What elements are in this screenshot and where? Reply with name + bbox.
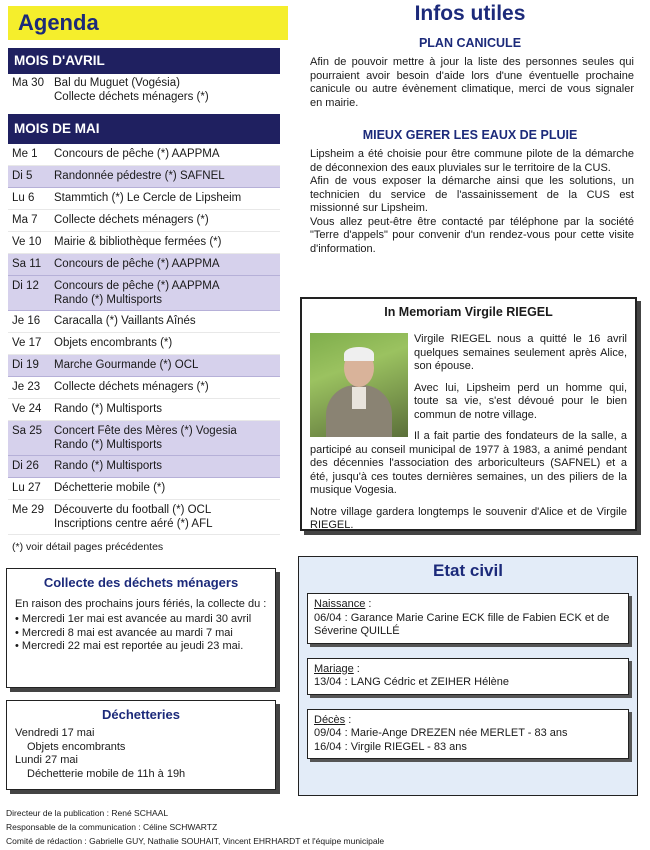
etat-civil-title: Etat civil bbox=[433, 561, 503, 580]
event-day: Sa 25 bbox=[12, 425, 43, 437]
collecte-item: • Mercredi 8 mai est avancée au mardi 7 mai bbox=[15, 626, 233, 639]
agenda-event bbox=[8, 421, 280, 456]
agenda-event bbox=[8, 232, 280, 254]
naissance-entry: 06/04 : Garance Marie Carine ECK fille de Fabien ECK et de Séverine QUILLÉ bbox=[314, 611, 610, 637]
event-line: Collecte déchets ménagers (*) bbox=[54, 214, 209, 226]
memoriam-box bbox=[300, 297, 637, 531]
decheteries-item: Objets encombrants bbox=[27, 740, 126, 753]
event-day: Je 23 bbox=[12, 381, 41, 393]
agenda-event bbox=[8, 500, 280, 535]
event-line: Caracalla (*) Vaillants Aînés bbox=[54, 315, 196, 327]
event-line: Collecte déchets ménagers (*) bbox=[54, 381, 209, 393]
collecte-item-text: Mercredi 1er mai est avancée au mardi 30 avril bbox=[21, 613, 252, 625]
collecte-title: Collecte des déchets ménagers bbox=[43, 575, 239, 590]
canicule-heading: PLAN CANICULE bbox=[418, 36, 522, 50]
event-line: Mairie & bibliothèque fermées (*) bbox=[54, 236, 222, 248]
collecte-box bbox=[6, 568, 276, 688]
may-events-list bbox=[8, 144, 280, 535]
event-line: Bal du Muguet (Vogésia) bbox=[54, 77, 180, 89]
event-day: Lu 27 bbox=[12, 482, 41, 494]
decheteries-day: Lundi 27 mai bbox=[15, 754, 78, 766]
agenda-event bbox=[8, 355, 280, 377]
naissance-label: Naissance bbox=[314, 598, 366, 610]
infos-utiles-section bbox=[300, 0, 640, 256]
event-line: Marche Gourmande (*) OCL bbox=[54, 359, 199, 371]
event-line: Rando (*) Multisports bbox=[54, 460, 163, 472]
agenda-event bbox=[8, 399, 280, 421]
agenda-event bbox=[8, 254, 280, 276]
pluie-paragraph-2: Afin de vous exposer la démarche ainsi que les solutions, un technicien du service de l'assainissement de la CUS est missionné sur Lipsheim. bbox=[310, 175, 634, 214]
agenda-event bbox=[8, 456, 280, 478]
event-day: Di 5 bbox=[12, 170, 33, 182]
event-line: Rando (*) Multisports bbox=[54, 403, 163, 415]
month-heading-april: MOIS D'AVRIL bbox=[8, 48, 280, 74]
mariage-label: Mariage bbox=[314, 662, 354, 675]
event-day: Ma 7 bbox=[12, 214, 38, 226]
event-line: Rando (*) Multisports bbox=[54, 294, 163, 306]
pluie-paragraph-3: Vous allez peut-être être contacté par téléphone par la société "Terre d'appels" pour convenir d'un rendez-vous pour cette visite d'information. bbox=[310, 215, 634, 255]
event-line: Découverte du football (*) OCL bbox=[54, 504, 212, 516]
event-line: Inscriptions centre aéré (*) AFL bbox=[54, 518, 213, 530]
decheteries-item: Déchetterie mobile de 11h à 19h bbox=[27, 767, 186, 780]
collecte-item-text: Mercredi 22 mai est reportée au jeudi 23 mai. bbox=[21, 640, 244, 652]
agenda-event bbox=[8, 478, 280, 500]
collecte-intro: En raison des prochains jours fériés, la collecte du : bbox=[15, 598, 267, 610]
deces-entry: 16/04 : Virgile RIEGEL - 83 ans bbox=[314, 740, 467, 753]
mariage-entry: 13/04 : LANG Cédric et ZEIHER Hélène bbox=[314, 676, 510, 688]
credit-communication: Responsable de la communication : Céline SCHWARTZ bbox=[6, 822, 218, 832]
event-line: Concert Fête des Mères (*) Vogesia bbox=[54, 425, 237, 437]
event-day: Di 19 bbox=[12, 359, 39, 371]
collecte-item-text: Mercredi 8 mai est avancée au mardi 7 mai bbox=[21, 626, 233, 639]
pluie-text bbox=[300, 148, 640, 256]
portrait-photo bbox=[310, 333, 408, 437]
agenda-event bbox=[8, 74, 280, 108]
event-day: Je 16 bbox=[12, 315, 41, 327]
event-line: Objets encombrants (*) bbox=[54, 337, 173, 349]
month-heading-may: MOIS DE MAI bbox=[8, 114, 280, 144]
event-line: Concours de pêche (*) AAPPMA bbox=[54, 280, 220, 292]
event-day: Lu 6 bbox=[12, 192, 35, 204]
collecte-item: • Mercredi 1er mai est avancée au mardi 30 avril bbox=[15, 613, 252, 625]
event-line: Concours de pêche (*) AAPPMA bbox=[54, 148, 220, 160]
memoriam-paragraph-4: Notre village gardera longtemps le souvenir d'Alice et de Virgile RIEGEL. bbox=[310, 505, 627, 531]
event-day: Sa 11 bbox=[12, 258, 42, 270]
agenda-event bbox=[8, 166, 280, 188]
event-line: Rando (*) Multisports bbox=[54, 439, 163, 451]
agenda-title: Agenda bbox=[8, 6, 288, 40]
event-line: Collecte déchets ménagers (*) bbox=[54, 91, 209, 103]
event-day: Me 1 bbox=[12, 148, 38, 160]
etat-civil-box bbox=[298, 556, 638, 796]
decheteries-title: Déchetteries bbox=[101, 707, 181, 722]
event-day: Ve 17 bbox=[12, 337, 42, 349]
decheteries-day: Vendredi 17 mai bbox=[15, 727, 95, 739]
memoriam-paragraph-3: Il a fait partie des fondateurs de la salle, a participé au conseil municipal de 1977 à 1983, a animé pendant des décennies l'association des arboriculteurs (SAFNEL) et a été, jusqu'à ces toutes dernières semaines, un des piliers de la musique Vogesia. bbox=[310, 430, 627, 496]
agenda-event bbox=[8, 333, 280, 355]
memoriam-title: In Memoriam Virgile RIEGEL bbox=[384, 305, 553, 319]
event-line: Déchetterie mobile (*) bbox=[54, 482, 166, 494]
agenda-event bbox=[8, 311, 280, 333]
deces-label: Décès bbox=[314, 713, 346, 726]
event-day: Ve 10 bbox=[12, 236, 42, 248]
naissance-box: Naissance : 06/04 : Garance Marie Carine ECK fille de Fabien ECK et de Séverine QUILLÉ bbox=[307, 593, 629, 644]
agenda-event bbox=[8, 377, 280, 399]
event-day: Di 26 bbox=[12, 460, 39, 472]
event-day: Ve 24 bbox=[12, 403, 42, 415]
event-day: Ma 30 bbox=[12, 77, 44, 89]
memoriam-paragraph-1: Virgile RIEGEL nous a quitté le 16 avril quelques semaines seulement après Alice, son épouse. bbox=[414, 333, 627, 372]
infos-title: Infos utiles bbox=[414, 2, 526, 25]
event-line: Randonnée pédestre (*) SAFNEL bbox=[54, 170, 225, 182]
agenda-event bbox=[8, 188, 280, 210]
memoriam-paragraph-2: Avec lui, Lipsheim perd un homme qui, toute sa vie, s'est dévoué pour le bien commun de notre village. bbox=[414, 381, 627, 421]
credit-comite: Comité de rédaction : Gabrielle GUY, Nathalie SOUHAIT, Vincent EHRHARDT et l'équipe municipale bbox=[6, 836, 385, 846]
pluie-heading: MIEUX GERER LES EAUX DE PLUIE bbox=[362, 128, 578, 142]
credits bbox=[6, 806, 384, 848]
canicule-text bbox=[300, 56, 640, 110]
canicule-paragraph: Afin de pouvoir mettre à jour la liste des personnes seules qui pourraient avoir besoin d'aide lors d'une éventuelle prochaine canicule ou autre évènement climatique, merci de vous signaler en mairie. bbox=[310, 56, 634, 109]
decheteries-box bbox=[6, 700, 276, 790]
deces-entry: 09/04 : Marie-Ange DREZEN née MERLET - 83 ans bbox=[314, 727, 568, 739]
credit-directeur: Directeur de la publication : René SCHAAL bbox=[6, 808, 169, 818]
agenda-event bbox=[8, 144, 280, 166]
agenda-event bbox=[8, 210, 280, 232]
agenda-event bbox=[8, 276, 280, 311]
event-line: Concours de pêche (*) AAPPMA bbox=[54, 258, 220, 270]
event-line: Stammtich (*) Le Cercle de Lipsheim bbox=[54, 192, 242, 204]
agenda-section bbox=[8, 6, 280, 553]
agenda-footnote: (*) voir détail pages précédentes bbox=[12, 541, 164, 553]
deces-box: Décès : 09/04 : Marie-Ange DREZEN née MERLET - 83 ans 16/04 : Virgile RIEGEL - 83 ans bbox=[307, 709, 629, 760]
collecte-item: • Mercredi 22 mai est reportée au jeudi 23 mai. bbox=[15, 640, 244, 652]
pluie-paragraph-1: Lipsheim a été choisie pour être commune pilote de la démarche de déconnexion des eaux pluviales sur le territoire de la CUS. bbox=[310, 148, 634, 174]
event-day: Me 29 bbox=[12, 504, 44, 516]
event-day: Di 12 bbox=[12, 280, 39, 292]
mariage-box: Mariage : 13/04 : LANG Cédric et ZEIHER Hélène bbox=[307, 658, 629, 695]
